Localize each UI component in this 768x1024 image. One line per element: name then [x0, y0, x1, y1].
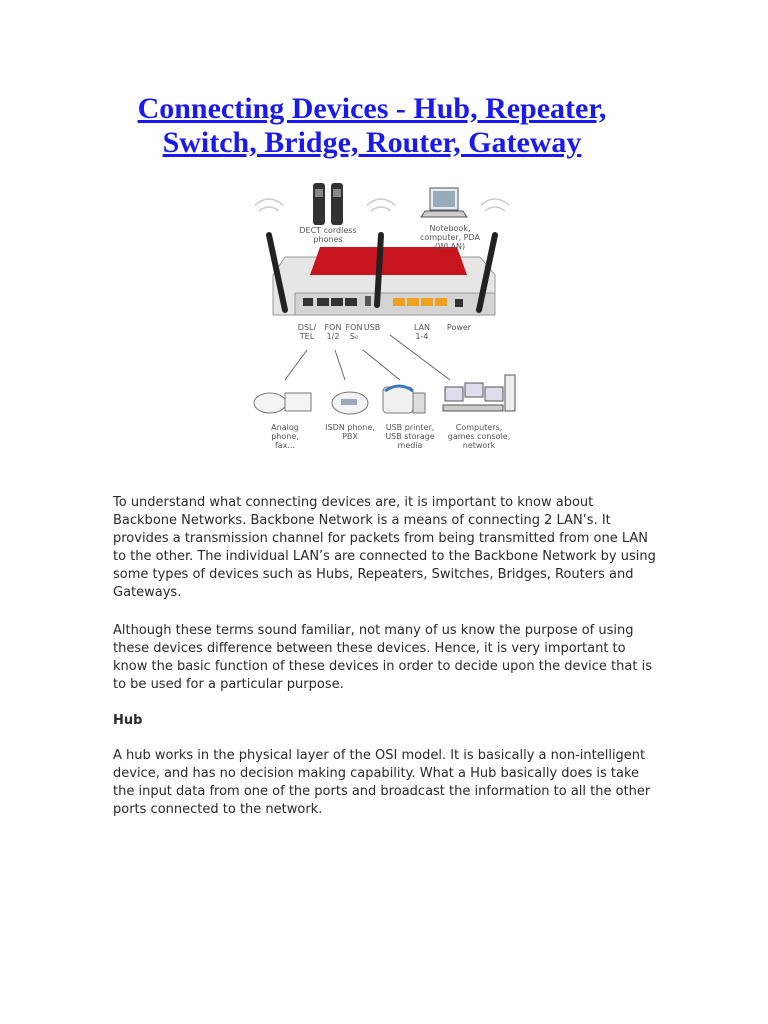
label-isdn: ISDN phone, PBX [325, 423, 375, 441]
paragraph-hub: A hub works in the physical layer of the OSI model. It is basically a non-intelligent device, and has no decision making capability. What a Hub basically does is take the input data from one of the ports and broadcast the information to all the other ports connected to the network. [113, 748, 651, 817]
label-computers: Computers, games console, network [447, 423, 511, 450]
label-lan: LAN 1-4 [413, 323, 431, 341]
label-usb: USB [363, 323, 381, 332]
isdn-phone-icon [332, 392, 368, 414]
router-diagram [245, 175, 535, 465]
title-line-1: Connecting Devices - Hub, Repeater, [137, 92, 607, 125]
notebook-icon [421, 188, 467, 217]
label-fon12: FON 1/2 [324, 323, 342, 341]
analog-phone-icon [254, 393, 311, 413]
label-notebook: Notebook, computer, PDA (WLAN) [420, 224, 480, 251]
label-analog: Analog phone, fax... [271, 423, 299, 450]
heading-hub: Hub [113, 713, 143, 728]
label-dect: DECT cordless phones [299, 226, 357, 244]
dect-phones-icon [313, 183, 343, 225]
label-power: Power [446, 323, 472, 332]
title-link[interactable] [138, 92, 607, 159]
page-title[interactable] [112, 92, 632, 160]
label-dsl: DSL/ TEL [297, 323, 317, 341]
title-line-2: Switch, Bridge, Router, Gateway [162, 126, 582, 159]
label-fons0: FON S₀ [345, 323, 363, 341]
computers-icon [443, 375, 515, 411]
label-usbprinter: USB printer, USB storage media [385, 423, 435, 450]
paragraph-purpose: Although these terms sound familiar, not many of us know the purpose of using these devices difference between these devices. Hence, it is very important to know the basic function of these devices in order to decide upon the device that is to be used for a particular purpose. [113, 623, 652, 692]
usb-printer-icon [383, 386, 425, 413]
wifi-waves-icon [255, 199, 509, 211]
paragraph-intro: To understand what connecting devices are, it is important to know about Backbone Networks. Backbone Network is a means of connecting 2 LAN’s. It provides a transmission channel for packets from being transmitted from one LAN to the other. The individual LAN’s are connected to the Backbone Network by using some types of devices such as Hubs, Repeaters, Switches, Bridges, Routers and Gateways. [113, 495, 656, 600]
